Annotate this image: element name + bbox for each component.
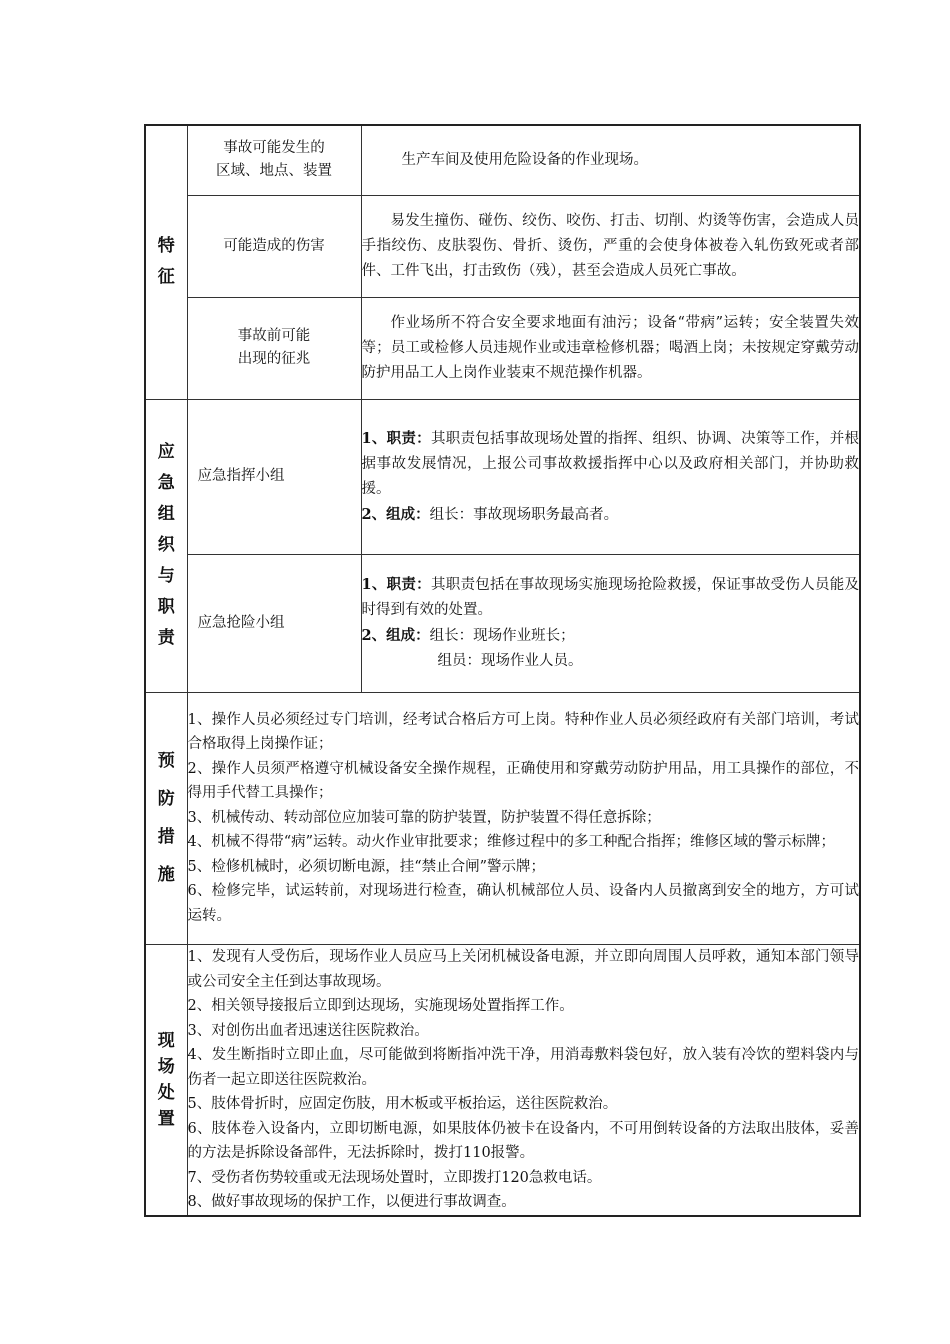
list-item: 1、发现有人受伤后，现场作业人员应马上关闭机械设备电源，并立即向周围人员呼救，通知本部门领导或公司安全主任到达事故现场。 bbox=[187, 949, 859, 990]
duty-text: 其职责包括事故现场处置的指挥、组织、协调、决策等工作，并根据事故发展情况，上报公司事故救援指挥中心以及政府相关部门，并协助救援。 bbox=[361, 430, 860, 497]
list-item: 4、发生断指时立即止血，尽可能做到将断指冲洗干净，用消毒敷料袋包好，放入装有冷饮的塑料袋内与伤者一起立即送往医院救治。 bbox=[187, 1047, 859, 1088]
list-item: 2、相关领导接报后立即到达现场，实施现场处置指挥工作。 bbox=[187, 998, 574, 1014]
label-line: 区域、地点、装置 bbox=[216, 163, 332, 180]
feature-row-signs bbox=[145, 297, 860, 399]
heading-char: 特 bbox=[157, 236, 175, 257]
heading-char: 责 bbox=[157, 628, 175, 648]
members-text: 组长：现场作业班长； bbox=[429, 628, 575, 644]
label-command-group bbox=[187, 399, 361, 554]
list-item: 6、检修完毕，试运转前，对现场进行检查，确认机械部位人员、设备内人员撤离到安全的地方，方可试运转。 bbox=[187, 883, 859, 924]
section-heading-organization bbox=[145, 399, 187, 692]
content-warning-signs bbox=[361, 297, 860, 399]
feature-row-injury bbox=[145, 195, 860, 297]
duty-title: 1、职责： bbox=[361, 429, 431, 447]
heading-char: 场 bbox=[157, 1056, 175, 1077]
heading-char: 防 bbox=[157, 789, 175, 809]
section-heading-onsite bbox=[145, 944, 187, 1216]
list-item: 4、机械不得带“病”运转。动火作业审批要求；维修过程中的多工种配合指挥；维修区域的警示标牌； bbox=[187, 834, 836, 851]
label-line: 事故可能发生的 bbox=[223, 140, 325, 157]
heading-char: 职 bbox=[157, 597, 175, 617]
list-item: 7、受伤者伤势较重或无法现场处置时，立即拨打120急救电话。 bbox=[187, 1169, 602, 1186]
heading-char: 应 bbox=[157, 442, 175, 462]
section-heading-prevention bbox=[145, 692, 187, 944]
members-text: 组长：事故现场职务最高者。 bbox=[429, 506, 619, 523]
members-text: 组员：现场作业人员。 bbox=[437, 653, 583, 669]
feature-row-location bbox=[145, 125, 860, 195]
heading-char: 置 bbox=[157, 1108, 175, 1129]
label-warning-signs bbox=[187, 297, 361, 399]
section-heading-features bbox=[145, 125, 187, 399]
list-item: 1、操作人员必须经过专门培训，经考试合格后方可上岗。特种作业人员必须经政府有关部门培训，考试合格取得上岗操作证； bbox=[187, 711, 859, 753]
content-accident-location bbox=[361, 125, 860, 195]
list-item: 3、机械传动、转动部位应加装可靠的防护装置，防护装置不得任意拆除； bbox=[187, 809, 661, 826]
list-item: 8、做好事故现场的保护工作，以便进行事故调查。 bbox=[187, 1194, 516, 1210]
label-possible-injury bbox=[187, 195, 361, 297]
org-row-command bbox=[145, 399, 860, 554]
content-possible-injury bbox=[361, 195, 860, 297]
prevention-list bbox=[187, 692, 860, 944]
heading-char: 组 bbox=[157, 504, 175, 524]
content-rescue-group bbox=[361, 554, 860, 692]
list-item: 5、肢体骨折时，应固定伤肢，用木板或平板抬运，送往医院救治。 bbox=[187, 1096, 618, 1112]
org-row-rescue bbox=[145, 554, 860, 692]
label-accident-location bbox=[187, 125, 361, 195]
heading-char: 施 bbox=[157, 865, 175, 885]
list-item: 6、肢体卷入设备内，立即切断电源，如果肢体仍被卡在设备内，不可用倒转设备的方法取出肢体，妥善的方法是拆除设备部件，无法拆除时，拨打110报警。 bbox=[187, 1120, 859, 1161]
prevention-row bbox=[145, 692, 860, 944]
content-text: 生产车间及使用危险设备的作业现场。 bbox=[401, 151, 648, 168]
heading-char: 预 bbox=[157, 751, 175, 771]
heading-char: 与 bbox=[157, 566, 175, 586]
onsite-list bbox=[187, 944, 860, 1216]
heading-char: 征 bbox=[157, 267, 175, 288]
label-line: 应急抢险小组 bbox=[197, 614, 285, 631]
list-item: 5、检修机械时，必须切断电源，挂“禁止合闸”警示牌； bbox=[187, 858, 546, 875]
heading-char: 处 bbox=[157, 1082, 175, 1103]
content-text: 作业场所不符合安全要求地面有油污；设备“带病”运转；安全装置失效等；员工或检修人员违规作业或违章检修机器；喝酒上岗；未按规定穿戴劳动防护用品工人上岗作业装束不规范操作机器。 bbox=[361, 314, 859, 381]
duty-text: 其职责包括在事故现场实施现场抢险救援，保证事故受伤人员能及时得到有效的处置。 bbox=[361, 577, 860, 618]
label-rescue-group bbox=[187, 554, 361, 692]
label-line: 应急指挥小组 bbox=[197, 468, 285, 484]
label-line: 出现的征兆 bbox=[237, 351, 311, 367]
heading-char: 织 bbox=[157, 535, 175, 555]
label-line: 事故前可能 bbox=[237, 328, 311, 344]
heading-char: 急 bbox=[157, 473, 175, 493]
list-item: 3、对创伤出血者迅速送往医院救治。 bbox=[187, 1022, 429, 1039]
heading-char: 措 bbox=[157, 827, 175, 847]
onsite-row bbox=[145, 944, 860, 1216]
members-title: 2、组成： bbox=[361, 627, 430, 644]
label-line: 可能造成的伤害 bbox=[223, 237, 325, 254]
list-item: 2、操作人员须严格遵守机械设备安全操作规程，正确使用和穿戴劳动防护用品，用工具操作的部位，不得用手代替工具操作； bbox=[187, 760, 859, 802]
emergency-plan-table bbox=[144, 124, 861, 1217]
heading-char: 现 bbox=[157, 1030, 175, 1051]
members-title: 2、组成： bbox=[361, 505, 430, 523]
content-text: 易发生撞伤、碰伤、绞伤、咬伤、打击、切削、灼烫等伤害，会造成人员手指绞伤、皮肤裂伤、骨折、烫伤，严重的会使身体被卷入轧伤致死或者部件、工件飞出，打击致伤（残），甚至会造成人员死亡事故。 bbox=[361, 212, 859, 279]
content-command-group bbox=[361, 399, 860, 554]
duty-title: 1、职责： bbox=[361, 576, 431, 593]
